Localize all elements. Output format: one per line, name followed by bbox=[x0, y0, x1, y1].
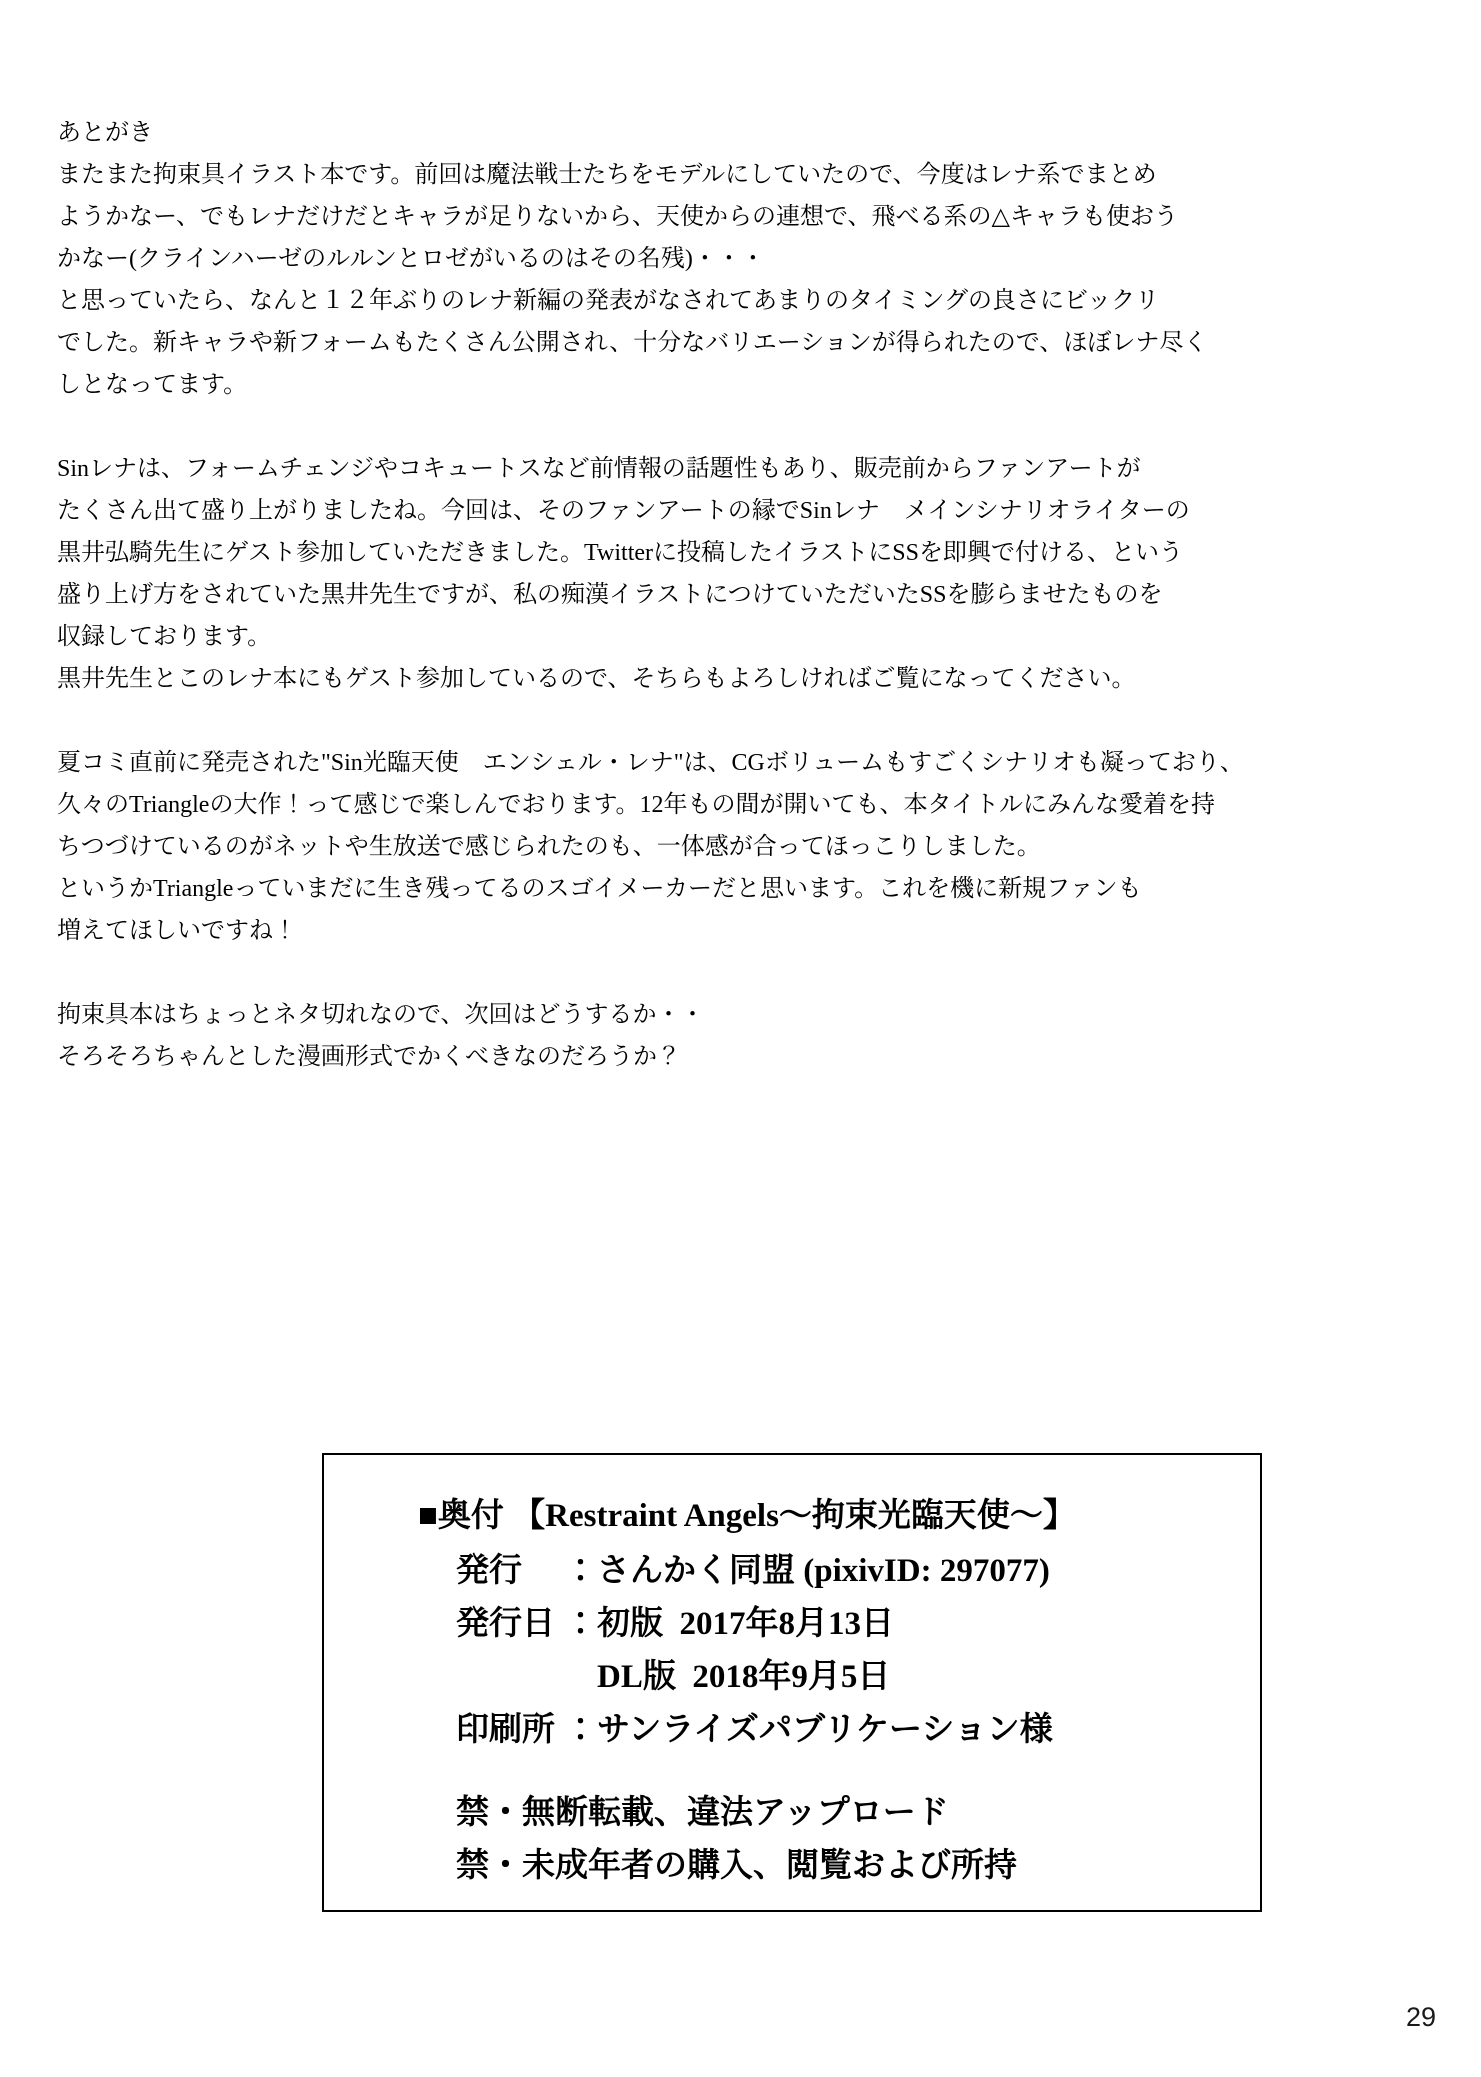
colophon-row-dl-edition bbox=[456, 1651, 1260, 1704]
text-line: またまた拘束具イラスト本です。前回は魔法戦士たちをモデルにしていたので、今度はレナ系でまとめ bbox=[57, 162, 1157, 188]
text-line: 拘束具本はちょっとネタ切れなので、次回はどうするか・・ bbox=[57, 1002, 705, 1028]
colophon-label: 発行 bbox=[456, 1553, 522, 1589]
text-line: 黒井先生とこのレナ本にもゲスト参加しているので、そちらもよろしければご覧になってください。 bbox=[57, 666, 1136, 692]
colophon-rows bbox=[456, 1545, 1260, 1757]
colophon-notices bbox=[456, 1787, 1260, 1893]
text-line: 盛り上げ方をされていた黒井先生ですが、私の痴漢イラストにつけていただいたSSを膨らませたものを bbox=[57, 582, 1163, 608]
text-line: Sinレナは、フォームチェンジやコキュートスなど前情報の話題性もあり、販売前からファンアートが bbox=[57, 456, 1141, 482]
colophon-notice: 禁・未成年者の購入、閲覧および所持 bbox=[456, 1848, 1017, 1884]
colophon-notice: 禁・無断転載、違法アップロード bbox=[456, 1795, 949, 1831]
colophon-label: 印刷所 bbox=[456, 1712, 555, 1748]
colophon-value: ：初版 2017年8月13日 bbox=[564, 1606, 894, 1642]
afterword-paragraph bbox=[57, 448, 1237, 700]
colophon-label: 発行日 bbox=[456, 1606, 555, 1642]
colophon-value: ：さんかく同盟 (pixivID: 297077) bbox=[564, 1553, 1050, 1589]
colophon-title: ■奥付 【Restraint Angels～拘束光臨天使～】 bbox=[418, 1498, 1076, 1534]
colophon-value: DL版 2018年9月5日 bbox=[564, 1659, 891, 1695]
afterword-paragraph bbox=[57, 742, 1244, 952]
colophon-value: ：サンライズパブリケーション様 bbox=[564, 1712, 1053, 1748]
page-number: 29 bbox=[1405, 2002, 1436, 2032]
afterword-paragraph bbox=[57, 994, 1237, 1078]
afterword-section bbox=[57, 112, 1244, 1120]
text-line: 夏コミ直前に発売された"Sin光臨天使 エンシェル・レナ"は、CGボリュームもすごくシナリオも凝っており、 bbox=[57, 750, 1244, 776]
text-line: 収録しております。 bbox=[57, 624, 272, 650]
text-line: 久々のTriangleの大作！って感じで楽しんでおります。12年もの間が開いても、本タイトルにみんな愛着を持 bbox=[57, 792, 1216, 818]
text-line: たくさん出て盛り上がりましたね。今回は、そのファンアートの縁でSinレナ メインシナリオライターの bbox=[57, 498, 1190, 524]
text-line: と思っていたら、なんと１２年ぶりのレナ新編の発表がなされてあまりのタイミングの良さにビックリ bbox=[57, 288, 1160, 314]
text-line: 増えてほしいですね！ bbox=[57, 918, 297, 944]
text-line: ちつづけているのがネットや生放送で感じられたのも、一体感が合ってほっこりしました。 bbox=[57, 834, 1041, 860]
text-line: かなー(クラインハーゼのルルンとロゼがいるのはその名残)・・・ bbox=[57, 246, 765, 272]
colophon-row-publisher bbox=[456, 1545, 1260, 1598]
colophon-row-printer bbox=[456, 1704, 1260, 1757]
text-line: でした。新キャラや新フォームもたくさん公開され、十分なバリエーションが得られたので、ほぼレナ尽く bbox=[57, 330, 1208, 356]
colophon-box bbox=[322, 1453, 1262, 1912]
afterword-heading: あとがき bbox=[57, 120, 153, 146]
text-line: ようかなー、でもレナだけだとキャラが足りないから、天使からの連想で、飛べる系の△キャラも使おう bbox=[57, 204, 1179, 230]
text-line: そろそろちゃんとした漫画形式でかくべきなのだろうか？ bbox=[57, 1044, 681, 1070]
afterword-paragraph bbox=[57, 112, 1237, 406]
text-line: というかTriangleっていまだに生き残ってるのスゴイメーカーだと思います。これを機に新規ファンも bbox=[57, 876, 1142, 902]
colophon-row-first-edition bbox=[456, 1598, 1260, 1651]
text-line: 黒井弘騎先生にゲスト参加していただきました。Twitterに投稿したイラストにSSを即興で付ける、という bbox=[57, 540, 1183, 566]
text-line: しとなってます。 bbox=[57, 372, 248, 398]
